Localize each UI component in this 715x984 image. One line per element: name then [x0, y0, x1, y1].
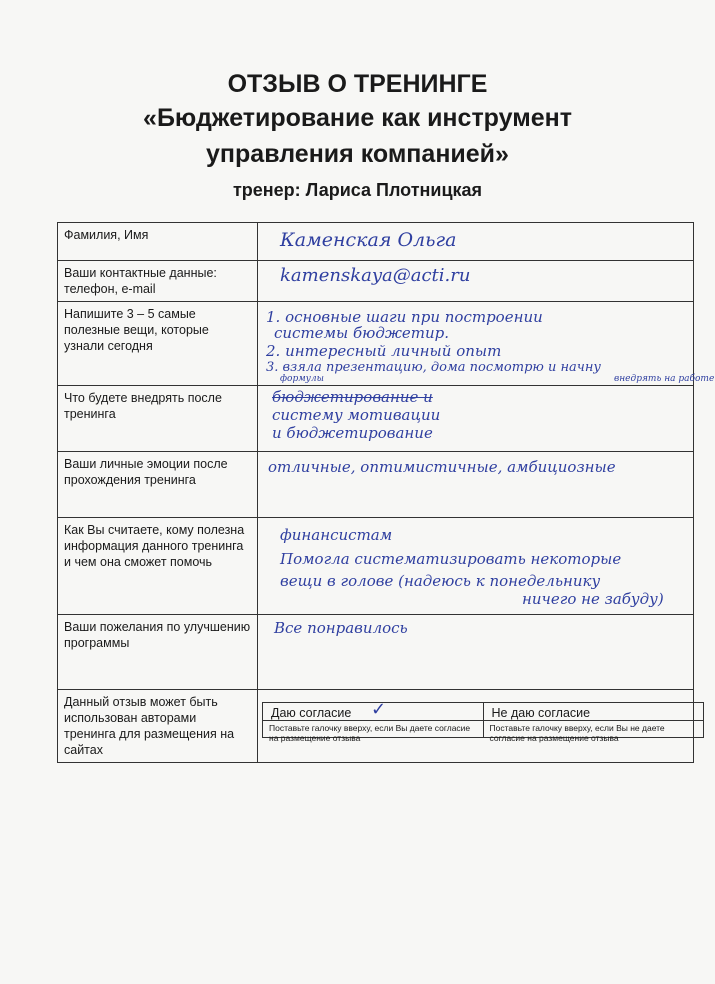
answer-contacts[interactable]	[258, 261, 694, 302]
disagree-label: Не даю согласие	[491, 706, 591, 720]
answer-useful-line2: системы бюджетир.	[274, 324, 450, 342]
row-useful	[58, 302, 694, 386]
answer-benefit[interactable]	[258, 518, 694, 615]
agree-hint: Поставьте галочку вверху, если Вы даете согласие на размещение отзыва	[263, 720, 483, 743]
row-emotions	[58, 452, 694, 518]
disagree-option[interactable]	[483, 703, 704, 743]
trainer-name: тренер: Лариса Плотницкая	[232, 180, 483, 200]
row-benefit	[58, 518, 694, 615]
answer-useful-margin-note: внедрять на работе	[614, 374, 715, 384]
question-wishes: Ваши пожелания по улучшению программы	[58, 615, 258, 690]
answer-implement-line2: систему мотивации	[272, 406, 441, 424]
answer-implement-line3: и бюджетирование	[272, 424, 433, 442]
question-contacts: Ваши контактные данные: телефон, e-mail	[58, 261, 258, 302]
form-title: ОТЗЫВ О ТРЕНИНГЕ	[227, 70, 488, 98]
answer-consent	[258, 690, 694, 763]
agree-checkmark: ✓	[371, 699, 387, 720]
answer-useful[interactable]	[258, 302, 715, 386]
row-contacts	[58, 261, 694, 302]
answer-useful-line1: 1. основные шаги при построении	[266, 308, 543, 326]
question-name: Фамилия, Имя	[58, 223, 258, 261]
answer-benefit-line3: вещи в голове (надеюсь к понедельнику	[280, 572, 601, 590]
answer-emotions[interactable]	[258, 452, 694, 518]
answer-useful-line3: 2. интересный личный опыт	[266, 342, 502, 360]
answer-wishes-text: Все понравилось	[274, 619, 408, 637]
disagree-hint: Поставьте галочку вверху, если Вы не даете согласие на размещение отзыва	[484, 720, 704, 743]
answer-useful-line4: 3. взяла презентацию, дома посмотрю и начну	[266, 360, 601, 375]
question-implement: Что будете внедрять после тренинга	[58, 386, 258, 452]
answer-implement-struck: бюджетирование и	[272, 388, 433, 406]
form-header	[0, 68, 715, 202]
question-consent: Данный отзыв может быть использован авторами тренинга для размещения на сайтах	[58, 690, 258, 763]
answer-implement[interactable]	[258, 386, 694, 452]
answer-benefit-line1: финансистам	[280, 526, 393, 544]
question-emotions: Ваши личные эмоции после прохождения тренинга	[58, 452, 258, 518]
row-consent	[58, 690, 694, 763]
consent-options	[262, 699, 704, 743]
answer-name-text: Каменская Ольга	[280, 229, 457, 251]
training-name-line2: управления компанией»	[206, 140, 509, 168]
row-implement	[58, 386, 694, 452]
question-useful: Напишите 3 – 5 самые полезные вещи, которые узнали сегодня	[58, 302, 258, 386]
answer-useful-insert: формулы	[280, 374, 324, 384]
agree-option[interactable]	[263, 699, 483, 743]
answer-benefit-line4: ничего не забуду)	[522, 590, 664, 608]
answer-emotions-text: отличные, оптимистичные, амбициозные	[268, 458, 616, 476]
training-name-line1: «Бюджетирование как инструмент	[143, 104, 572, 132]
row-wishes	[58, 615, 694, 690]
answer-contacts-text: kamenskaya@acti.ru	[280, 265, 471, 286]
agree-label: Даю согласие	[271, 706, 352, 720]
answer-name[interactable]	[258, 223, 694, 261]
feedback-table	[57, 222, 715, 763]
answer-wishes[interactable]	[258, 615, 694, 690]
row-name	[58, 223, 694, 261]
question-benefit: Как Вы считаете, кому полезна информация данного тренинга и чем она сможет помочь	[58, 518, 258, 615]
answer-benefit-line2: Помогла систематизировать некоторые	[280, 550, 622, 568]
